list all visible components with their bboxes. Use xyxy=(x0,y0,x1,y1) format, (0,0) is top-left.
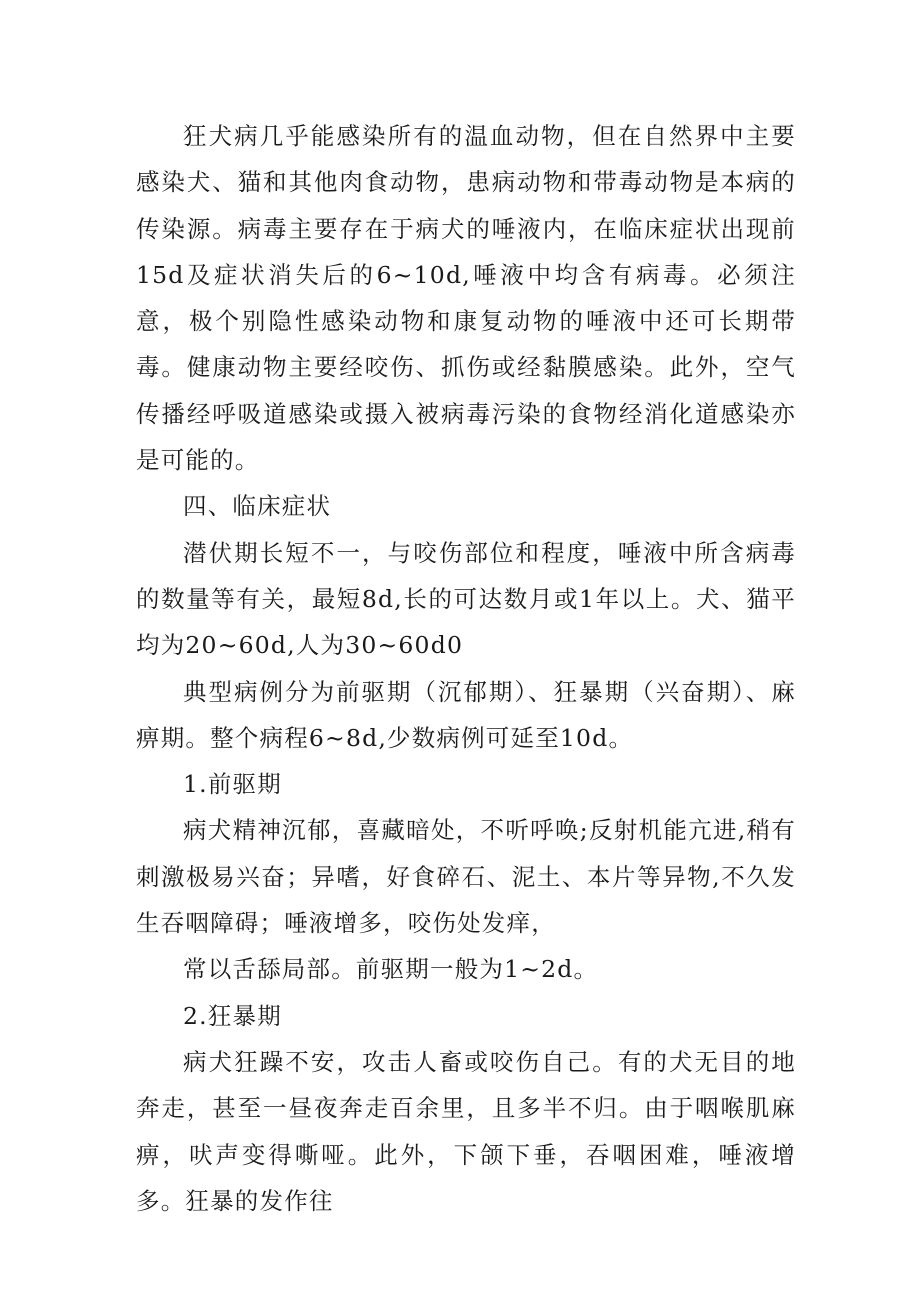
paragraph-transmission: 狂犬病几乎能感染所有的温血动物，但在自然界中主要感染犬、猫和其他肉食动物，患病动物和带毒动物是本病的传染源。病毒主要存在于病犬的唾液内，在临床症状出现前15d及症状消失后的6~10d,唾液中均含有病毒。必须注意，极个别隐性感染动物和康复动物的唾液中还可长期带毒。健康动物主要经咬伤、抓伤或经黏膜感染。此外，空气传播经呼吸道感染或摄入被病毒污染的食物经消化道感染亦是可能的。 xyxy=(136,122,796,475)
subheading-prodromal-stage: 1.前驱期 xyxy=(183,770,282,799)
section-heading-clinical-symptoms: 四、临床症状 xyxy=(183,492,332,521)
paragraph-typical-cases: 典型病例分为前驱期（沉郁期）、狂暴期（兴奋期）、麻痹期。整个病程6~8d,少数病例可延至10d。 xyxy=(136,677,796,752)
subheading-furious-stage: 2.狂暴期 xyxy=(183,1001,282,1030)
document-body xyxy=(136,113,796,1224)
paragraph-furious-symptoms: 病犬狂躁不安，攻击人畜或咬伤自己。有的犬无目的地奔走，甚至一昼夜奔走百余里，且多半不归。由于咽喉肌麻痹，吠声变得嘶哑。此外，下颌下垂，吞咽困难，唾液增多。狂暴的发作往 xyxy=(136,1047,796,1215)
paragraph-prodromal-symptoms: 病犬精神沉郁，喜藏暗处，不听呼唤;反射机能亢进,稍有刺激极易兴奋；异嗜，好食碎石、泥土、本片等异物,不久发生吞咽障碍；唾液增多，咬伤处发痒， xyxy=(136,816,796,938)
paragraph-incubation: 潜伏期长短不一，与咬伤部位和程度，唾液中所含病毒的数量等有关，最短8d,长的可达数月或1年以上。犬、猫平均为20~60d,人为30~60d0 xyxy=(136,538,796,660)
paragraph-prodromal-duration: 常以舌舔局部。前驱期一般为1~2d。 xyxy=(183,955,599,984)
